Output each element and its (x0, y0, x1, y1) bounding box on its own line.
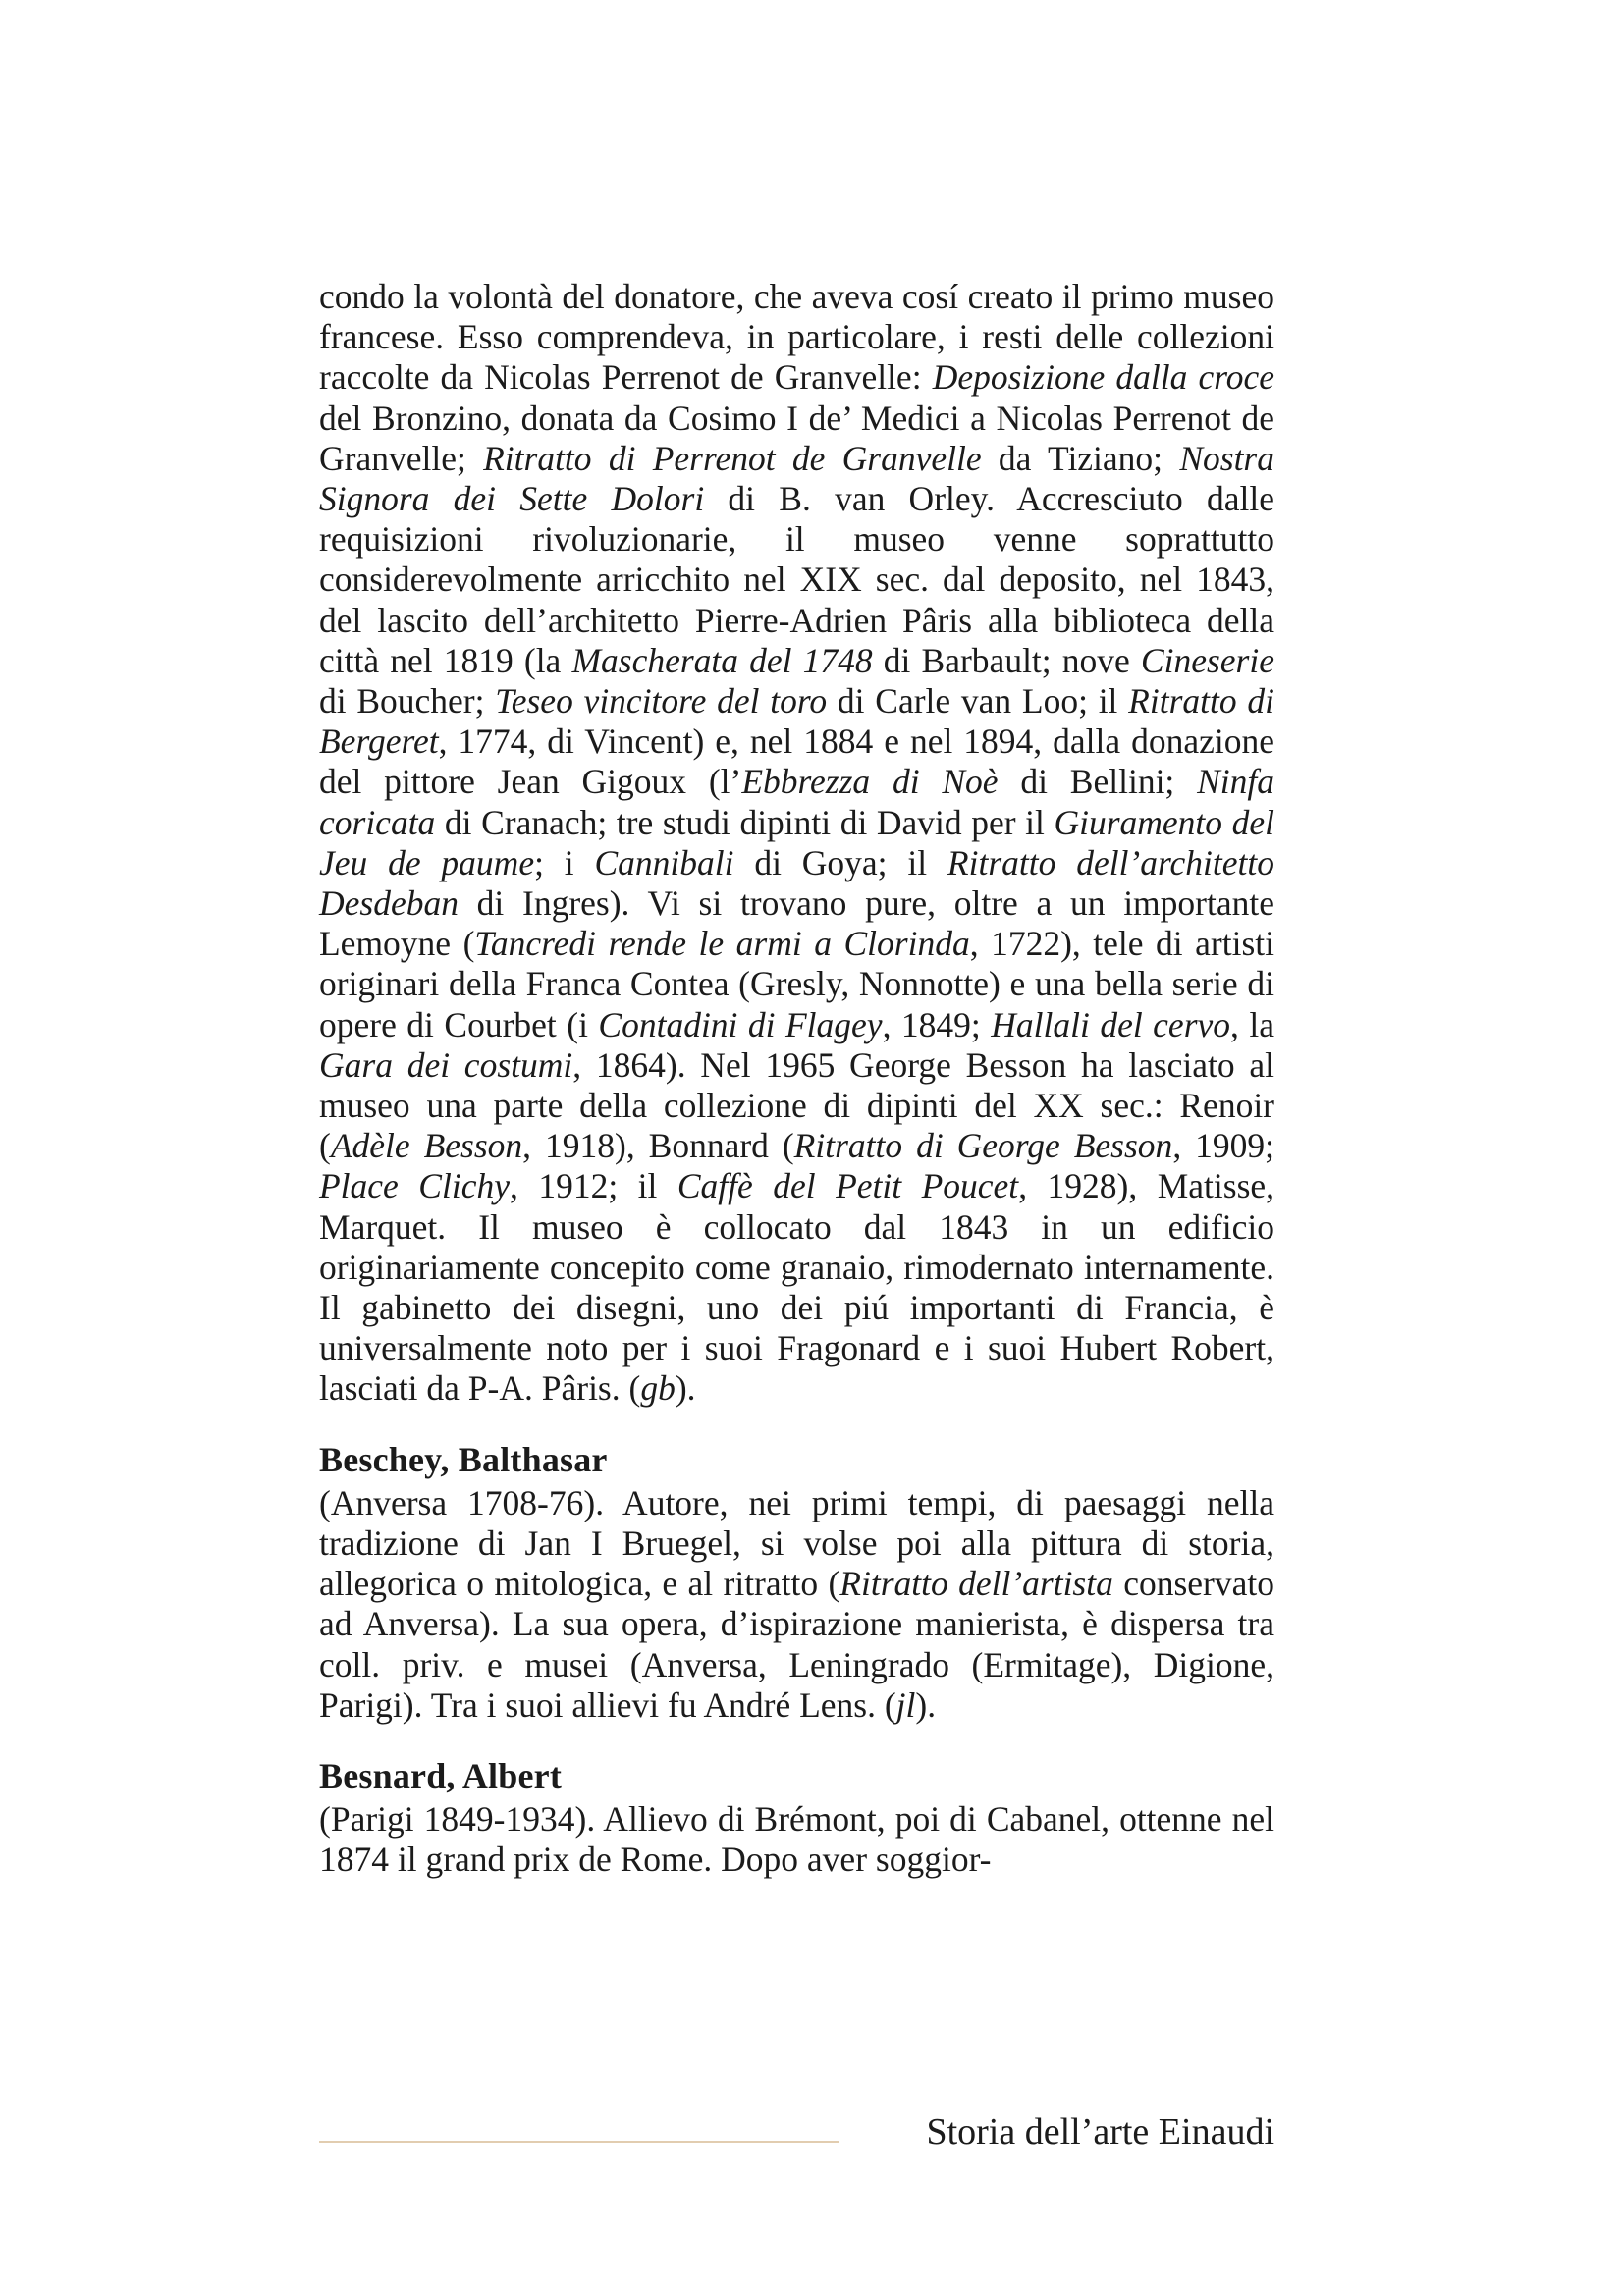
footer-title: Storia dell’arte Einaudi (926, 2111, 1274, 2153)
italic-title: Ritratto dell’artista (839, 1564, 1113, 1604)
italic-title: Giuramento del Jeu de paume (319, 802, 1274, 882)
italic-title: Ritratto di Perrenot de Granvelle (483, 438, 982, 478)
italic-title: Ninfa coricata (319, 762, 1275, 842)
italic-title: Ritratto di Bergeret (319, 681, 1274, 762)
italic-title: Cineserie (1140, 640, 1274, 680)
italic-title: Mascherata del 1748 (571, 640, 873, 680)
italic-title: Nostra Signora dei Sette Dolori (319, 438, 1274, 519)
italic-title: Ritratto di George Besson (793, 1126, 1173, 1166)
entry-text-besnard: (Parigi 1849-1934). Allievo di Brémont, poi di Cabanel, ottenne nel 1874 il grand prix de Rome. Dopo aver soggior- (319, 1798, 1274, 1880)
italic-title: Adèle Besson (330, 1126, 523, 1166)
italic-title: Ebbrezza di Noè (741, 762, 999, 802)
italic-title: Contadini di Flagey (598, 1004, 883, 1044)
italic-title: gb (640, 1368, 676, 1409)
italic-title: Hallali del cervo (991, 1004, 1231, 1044)
entry-title-besnard: Besnard, Albert (319, 1755, 563, 1795)
italic-title: Place Clichy (319, 1166, 510, 1206)
entry-title-beschey: Beschey, Balthasar (319, 1439, 608, 1479)
italic-title: Tancredi rende le armi a Clorinda (474, 924, 970, 964)
entry-text-continued: condo la volontà del donatore, che aveva cosí creato il primo museo francese. Esso comprendeva, in particolare, i resti delle collezioni raccolte da Nicolas Perrenot de Granvelle: Deposizione dalla croce del Bronzino, donata da Cosimo I de’ Medici a Nicolas Perrenot de Granvelle; Ritratto di Perrenot de Granvelle da Tiziano; Nostra Signora dei Sette Dolori di B. van Orley. Accresciuto dalle requisizioni rivoluzionarie, il museo venne soprattutto considerevolmente arricchito nel XIX sec. dal deposito, nel 1843, del lascito dell’architetto Pierre-Adrien Pâris alla biblioteca della città nel 1819 (la Mascherata del 1748 di Barbault; nove Cineserie di Boucher; Teseo vincitore del toro di Carle van Loo; il Ritratto di Bergeret, 1774, di Vincent) e, nel 1884 e nel 1894, dalla donazione del pittore Jean Gigoux (l’Ebbrezza di Noè di Bellini; Ninfa coricata di Cranach; tre studi dipinti di David per il Giuramento del Jeu de paume; i Cannibali di Goya; il Ritratto dell’architetto Desdeban di Ingres). Vi si trovano pure, oltre a un importante Lemoyne (Tancredi rende le armi a Clorinda, 1722), tele di artisti originari della Franca Contea (Gresly, Nonnotte) e una bella serie di opere di Courbet (i Contadini di Flagey, 1849; Hallali del cervo, la Gara dei costumi, 1864). Nel 1965 George Besson ha lasciato al museo una parte della collezione di dipinti del XX sec.: Renoir (Adèle Besson, 1918), Bonnard (Ritratto di George Besson, 1909; Place Clichy, 1912; il Caffè del Petit Poucet, 1928), Matisse, Marquet. Il museo è collocato dal 1843 in un edificio originariamente concepito come granaio, rimodernato internamente. Il gabinetto dei disegni, uno dei piú importanti di Francia, è universalmente noto per i suoi Fragonard e i suoi Hubert Robert, lasciati da P-A. Pâris. (gb). (319, 277, 1275, 1409)
italic-title: Deposizione dalla croce (932, 357, 1274, 398)
italic-title: Cannibali (594, 842, 734, 882)
italic-title: Caffè del Petit Poucet (676, 1166, 1019, 1206)
page-body (319, 277, 1274, 1880)
italic-title: Ritratto dell’architetto Desdeban (319, 842, 1274, 924)
italic-title: Gara dei costumi (319, 1044, 573, 1085)
italic-title: jl (895, 1684, 916, 1725)
entry-text-beschey: (Anversa 1708-76). Autore, nei primi tempi, di paesaggi nella tradizione di Jan I Bruegel, si volse poi alla pittura di storia, allegorica o mitologica, e al ritratto (Ritratto dell’artista conservato ad Anversa). La sua opera, d’ispirazione manierista, è dispersa tra coll. priv. e musei (Anversa, Leningrado (Ermitage), Digione, Parigi). Tra i suoi allievi fu André Lens. (jl). (319, 1482, 1274, 1725)
italic-title: Teseo vincitore del toro (495, 681, 828, 721)
footer-rule (319, 2141, 839, 2143)
